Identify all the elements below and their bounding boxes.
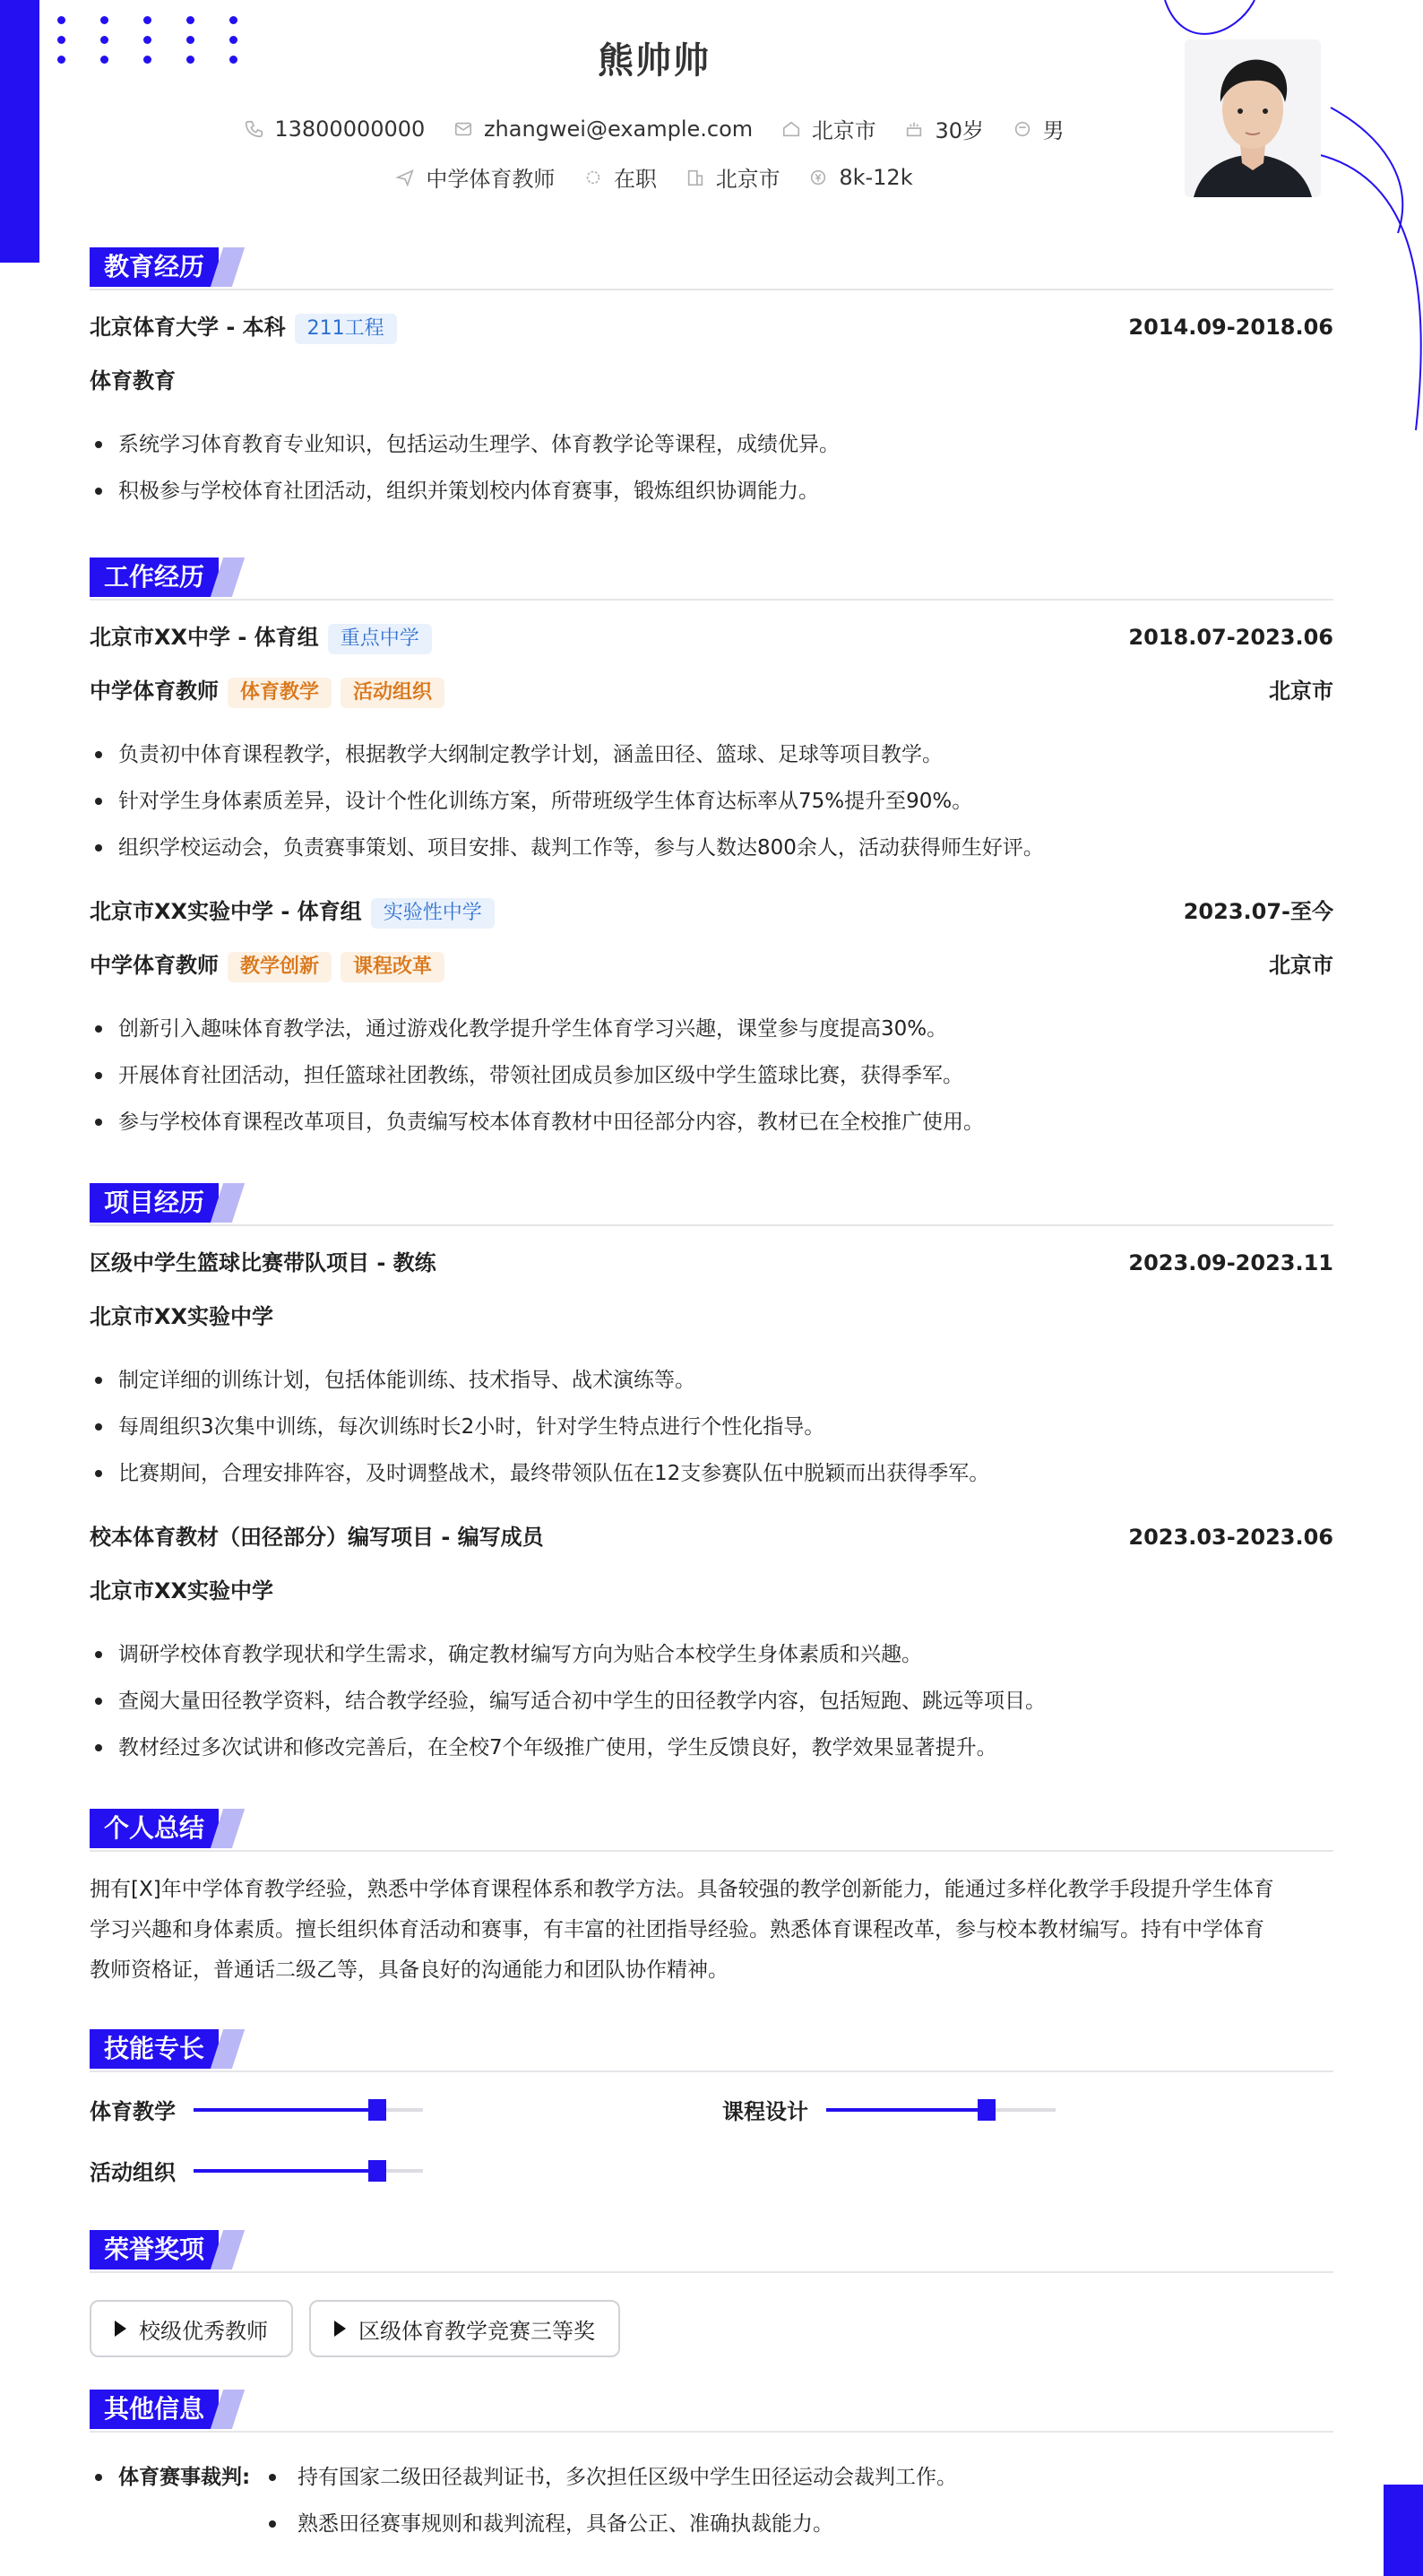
resume-header bbox=[90, 0, 1219, 206]
bullet-list bbox=[90, 421, 1333, 514]
list-item: 组织学校运动会，负责赛事策划、项目安排、裁判工作等，参与人数达800余人，活动获得师生好评。 bbox=[90, 825, 1333, 871]
other-section bbox=[90, 2390, 1333, 2547]
play-icon bbox=[115, 2321, 126, 2337]
section-title: 个人总结 bbox=[90, 1809, 219, 1848]
gender-icon bbox=[1013, 119, 1032, 139]
list-item: 比赛期间，合理安排阵容，及时调整战术，最终带领队伍在12支参赛队伍中脱颖而出获得季军。 bbox=[90, 1450, 1333, 1497]
bullet-list bbox=[90, 731, 1333, 871]
skills-list bbox=[90, 2094, 1333, 2219]
section-title: 项目经历 bbox=[90, 1183, 219, 1223]
phone-text: 13800000000 bbox=[274, 116, 426, 142]
other-label: 体育赛事裁判: bbox=[118, 2466, 251, 2489]
date: 2023.03-2023.06 bbox=[1128, 1525, 1333, 1550]
skill-item bbox=[90, 2094, 423, 2125]
school-name: 北京体育大学 - 本科 bbox=[90, 315, 286, 340]
honor-item: 区级体育教学竞赛三等奖 bbox=[309, 2300, 620, 2357]
skill-bar bbox=[826, 2108, 1056, 2112]
org-tag: 实验性中学 bbox=[371, 898, 495, 929]
role: 中学体育教师 bbox=[90, 953, 219, 978]
location: 北京市 bbox=[1269, 953, 1333, 978]
target-city-text: 北京市 bbox=[715, 167, 780, 192]
building-icon bbox=[686, 168, 705, 187]
contact-line bbox=[90, 113, 1219, 144]
location: 北京市 bbox=[1269, 679, 1333, 704]
honor-item: 校级优秀教师 bbox=[90, 2300, 293, 2357]
other-item bbox=[90, 2454, 1333, 2501]
candidate-name: 熊帅帅 bbox=[598, 40, 711, 82]
skill-item bbox=[90, 2155, 423, 2186]
gender-text: 男 bbox=[1042, 118, 1065, 143]
summary-section bbox=[90, 1809, 1333, 1991]
project-entry bbox=[90, 1524, 1333, 1551]
honors-list bbox=[90, 2300, 1333, 2357]
major: 体育教育 bbox=[90, 368, 176, 393]
age-text: 30岁 bbox=[935, 118, 984, 143]
bullet-list bbox=[90, 1357, 1333, 1497]
skill-name: 体育教学 bbox=[90, 2099, 176, 2124]
accent-bar bbox=[0, 0, 39, 263]
list-item: 熟悉田径赛事规则和裁判流程，具备公正、准确执裁能力。 bbox=[298, 2512, 833, 2536]
list-item: 参与学校体育课程改革项目，负责编写校本体育教材中田径部分内容，教材已在全校推广使用。 bbox=[90, 1099, 1333, 1145]
role-tag: 活动组织 bbox=[341, 678, 444, 708]
skills-section bbox=[90, 2029, 1333, 2219]
skill-bar bbox=[194, 2169, 423, 2173]
section-title: 技能专长 bbox=[90, 2029, 219, 2069]
role-tag: 课程改革 bbox=[341, 952, 444, 982]
money-icon bbox=[808, 168, 828, 187]
list-item: 每周组织3次集中训练，每次训练时长2小时，针对学生特点进行个性化指导。 bbox=[90, 1404, 1333, 1450]
section-title: 工作经历 bbox=[90, 558, 219, 597]
school-tag: 211工程 bbox=[295, 314, 397, 344]
list-item: 开展体育社团活动，担任篮球社团教练，带领社团成员参加区级中学生篮球比赛，获得季军。 bbox=[90, 1052, 1333, 1099]
dot bbox=[57, 56, 65, 64]
project-entry bbox=[90, 1249, 1333, 1276]
cake-icon bbox=[904, 119, 924, 139]
list-item: 制定详细的训练计划，包括体能训练、技术指导、战术演练等。 bbox=[90, 1357, 1333, 1404]
list-item: 教材经过多次试讲和修改完善后，在全校7个年级推广使用，学生反馈良好，教学效果显著提升。 bbox=[90, 1725, 1333, 1771]
date: 2014.09-2018.06 bbox=[1128, 315, 1333, 340]
dot bbox=[57, 36, 65, 44]
role-tag: 体育教学 bbox=[228, 678, 332, 708]
work-section bbox=[90, 558, 1333, 1172]
play-icon bbox=[334, 2321, 346, 2337]
education-entry bbox=[90, 314, 1333, 341]
summary-text: 拥有[X]年中学体育教学经验，熟悉中学体育课程体系和教学方法。具备较强的教学创新能力，能通过多样化教学手段提升学生体育 学习兴趣和身体素质。擅长组织体育活动和赛事，有丰富的社团指导经验。熟悉体育课程改革，参与校本教材编写。持有中学体育 教师资格证，普通话二级乙等，具备良好的沟通能力和团队协作精神。 bbox=[90, 1878, 1274, 1982]
role: 中学体育教师 bbox=[90, 679, 219, 704]
role-tag: 教学创新 bbox=[228, 952, 332, 982]
mail-icon bbox=[453, 119, 473, 139]
list-item: 查阅大量田径教学资料，结合教学经验，编写适合初中学生的田径教学内容，包括短跑、跳远等项目。 bbox=[90, 1678, 1333, 1725]
send-icon bbox=[395, 168, 415, 187]
salary-text: 8k-12k bbox=[839, 164, 913, 190]
list-item: 调研学校体育教学现状和学生需求，确定教材编写方向为贴合本校学生身体素质和兴趣。 bbox=[90, 1631, 1333, 1678]
bullet-list bbox=[90, 1006, 1333, 1145]
list-item: 针对学生身体素质差异，设计个性化训练方案，所带班级学生体育达标率从75%提升至90%。 bbox=[90, 778, 1333, 825]
section-title: 其他信息 bbox=[90, 2390, 219, 2429]
skill-item bbox=[722, 2094, 1056, 2125]
project-name: 区级中学生篮球比赛带队项目 - 教练 bbox=[90, 1250, 436, 1275]
section-title: 荣誉奖项 bbox=[90, 2230, 219, 2269]
job-entry bbox=[90, 624, 1333, 651]
job-entry bbox=[90, 898, 1333, 925]
phone-icon bbox=[244, 119, 263, 139]
skill-bar bbox=[194, 2108, 423, 2112]
avatar bbox=[1185, 39, 1321, 197]
skill-name: 活动组织 bbox=[90, 2160, 176, 2185]
list-item: 负责初中体育课程教学，根据教学大纲制定教学计划，涵盖田径、篮球、足球等项目教学。 bbox=[90, 731, 1333, 778]
status-icon bbox=[583, 168, 603, 187]
other-item bbox=[90, 2501, 1333, 2547]
date: 2023.09-2023.11 bbox=[1128, 1250, 1333, 1275]
email-text: zhangwei@example.com bbox=[483, 116, 754, 142]
org-tag: 重点中学 bbox=[328, 624, 432, 654]
list-item: 系统学习体育教育专业知识，包括运动生理学、体育教学论等课程，成绩优异。 bbox=[90, 421, 1333, 468]
accent-bar-corner bbox=[1384, 2485, 1423, 2576]
project-org: 北京市XX实验中学 bbox=[90, 1304, 274, 1329]
skill-name: 课程设计 bbox=[722, 2099, 808, 2124]
list-item: 持有国家二级田径裁判证书，多次担任区级中学生田径运动会裁判工作。 bbox=[298, 2466, 957, 2489]
home-icon bbox=[781, 119, 801, 139]
org-name: 北京市XX实验中学 - 体育组 bbox=[90, 899, 362, 924]
org-name: 北京市XX中学 - 体育组 bbox=[90, 625, 319, 650]
job-text: 中学体育教师 bbox=[426, 167, 556, 192]
section-title: 教育经历 bbox=[90, 247, 219, 287]
job-intent-line bbox=[90, 161, 1219, 193]
honors-section bbox=[90, 2230, 1333, 2357]
date: 2018.07-2023.06 bbox=[1128, 625, 1333, 650]
list-item: 积极参与学校体育社团活动，组织并策划校内体育赛事，锻炼组织协调能力。 bbox=[90, 468, 1333, 514]
city-text: 北京市 bbox=[811, 118, 876, 143]
education-section bbox=[90, 247, 1333, 541]
projects-section bbox=[90, 1183, 1333, 1798]
status-text: 在职 bbox=[614, 167, 658, 192]
project-name: 校本体育教材（田径部分）编写项目 - 编写成员 bbox=[90, 1525, 544, 1550]
date: 2023.07-至今 bbox=[1183, 899, 1333, 924]
dot bbox=[57, 16, 65, 24]
bullet-list bbox=[90, 1631, 1333, 1771]
list-item: 创新引入趣味体育教学法，通过游戏化教学提升学生体育学习兴趣，课堂参与度提高30%。 bbox=[90, 1006, 1333, 1052]
project-org: 北京市XX实验中学 bbox=[90, 1578, 274, 1604]
